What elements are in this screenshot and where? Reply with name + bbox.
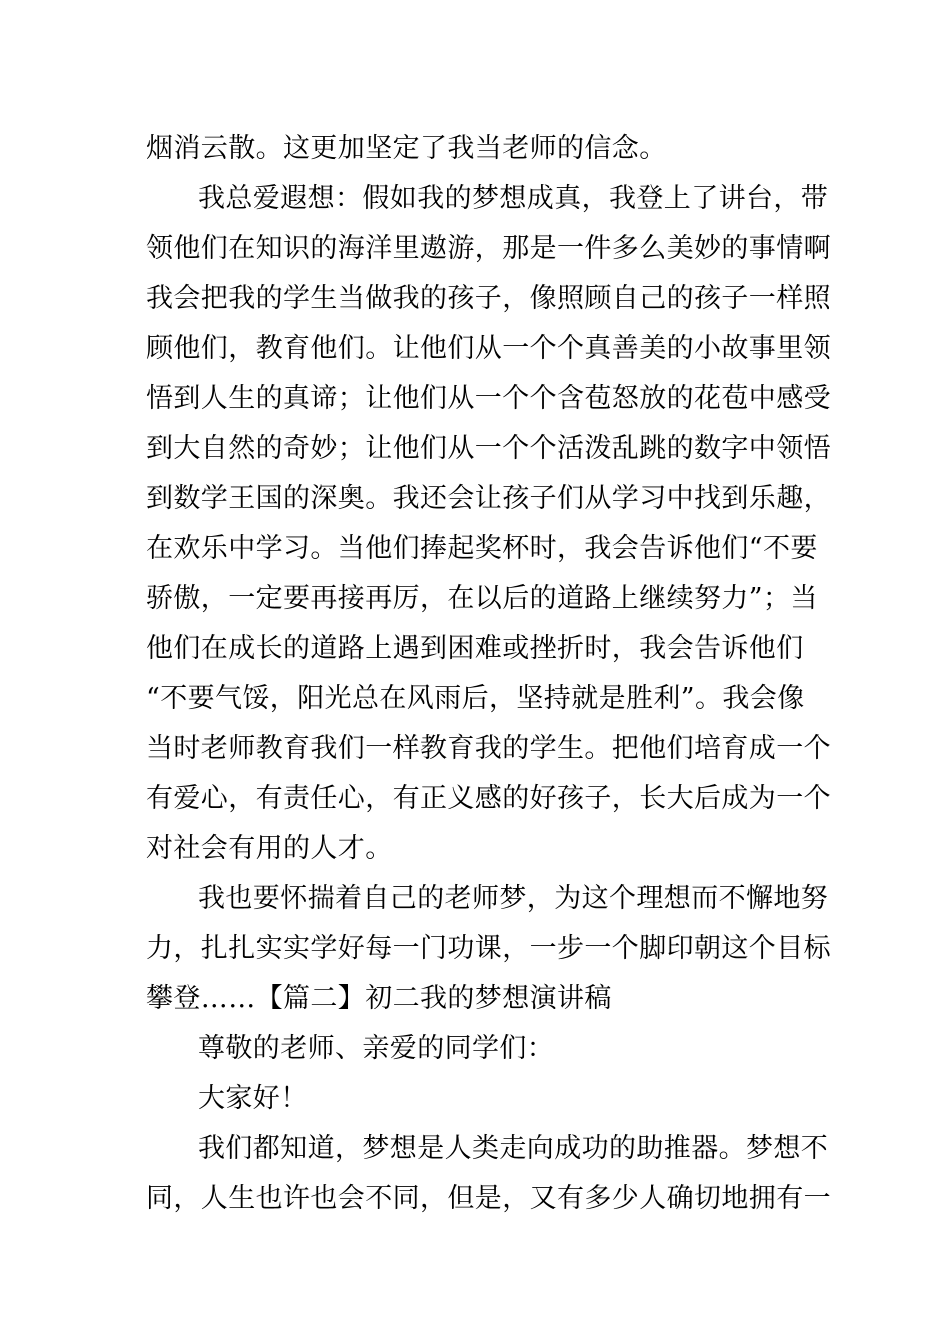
paragraph-start-line: 我总爱遐想：假如我的梦想成真，我登上了讲台，带 [198,183,829,214]
text-line: 他们在成长的道路上遇到困难或挫折时，我会告诉他们 [146,633,804,664]
text-line: 领他们在知识的海洋里遨游，那是一件多么美妙的事情啊 [146,233,831,264]
salutation-line: 尊敬的老师、亲爱的同学们： [198,1033,555,1064]
text-line: 当时老师教育我们一样教育我的学生。把他们培育成一个 [146,733,831,764]
text-line: 在欢乐中学习。当他们捧起奖杯时，我会告诉他们“不要 [146,533,818,564]
text-line: 力，扎扎实实学好每一门功课，一步一个脚印朝这个目标 [146,933,831,964]
text-line: 悟到人生的真谛；让他们从一个个含苞怒放的花苞中感受 [146,383,831,414]
text-line: 同，人生也许也会不同，但是，又有多少人确切地拥有一 [146,1183,831,1214]
text-line: 有爱心，有责任心，有正义感的好孩子，长大后成为一个 [146,783,831,814]
text-line: 到数学王国的深奥。我还会让孩子们从学习中找到乐趣， [146,483,831,514]
text-line: 顾他们，教育他们。让他们从一个个真善美的小故事里领 [146,333,831,364]
greeting-line: 大家好！ [198,1083,308,1114]
text-line: 骄傲，一定要再接再厉，在以后的道路上继续努力”；当 [146,583,818,614]
text-line: 攀登……【篇二】初二我的梦想演讲稿 [146,983,612,1014]
text-line: 到大自然的奇妙；让他们从一个个活泼乱跳的数字中领悟 [146,433,831,464]
text-line: “不要气馁，阳光总在风雨后，坚持就是胜利”。我会像 [146,683,805,714]
paragraph-start-line: 我们都知道，梦想是人类走向成功的助推器。梦想不 [198,1133,829,1164]
paragraph-start-line: 我也要怀揣着自己的老师梦，为这个理想而不懈地努 [198,883,829,914]
text-line: 我会把我的学生当做我的孩子，像照顾自己的孩子一样照 [146,283,831,314]
text-line: 对社会有用的人才。 [146,833,393,864]
text-line: 烟消云散。这更加坚定了我当老师的信念。 [146,133,667,164]
